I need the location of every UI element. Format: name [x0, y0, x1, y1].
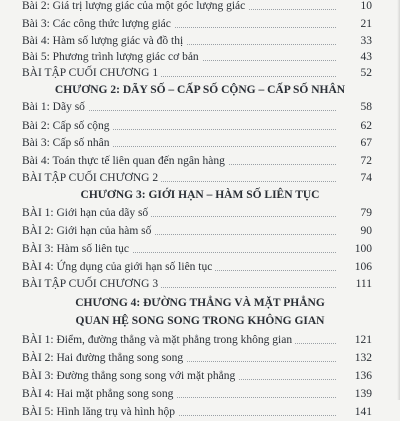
entry-page-number: 106 [337, 258, 372, 276]
entry-page-number: 33 [337, 32, 372, 50]
toc-entry [0, 385, 400, 403]
toc-entry [0, 240, 400, 258]
entry-label: BÀI 3: Đường thẳng song song với mặt phẳng [22, 367, 238, 385]
entry-page-number: 74 [337, 169, 372, 187]
entry-label: Bài 3: Các công thức lượng giác [22, 15, 174, 33]
toc-entry [0, 98, 400, 116]
entry-page-number: 100 [337, 240, 372, 258]
entry-label: Bài 2: Cấp số cộng [22, 117, 113, 135]
entry-label: Bài 3: Cấp số nhân [22, 134, 113, 152]
entry-page-number: 10 [337, 0, 372, 15]
chapter-heading [0, 186, 400, 204]
entry-label: BÀI TẬP CUỐI CHƯƠNG 1 [22, 64, 161, 82]
toc-entry [0, 331, 400, 349]
entry-label: Bài 1: Dãy số [22, 98, 88, 116]
toc-entry [0, 403, 400, 421]
entry-page-number: 139 [337, 385, 372, 403]
toc-entry [0, 275, 400, 293]
entry-page-number: 141 [337, 403, 372, 421]
toc-entry [0, 222, 400, 240]
entry-label: BÀI TẬP CUỐI CHƯƠNG 3 [22, 275, 161, 293]
entry-page-number: 58 [337, 98, 372, 116]
chapter-title: CHƯƠNG 4: ĐƯỜNG THẲNG VÀ MẶT PHẲNG [75, 297, 325, 309]
chapter-title: QUAN HỆ SONG SONG TRONG KHÔNG GIAN [75, 315, 325, 327]
chapter-heading [0, 312, 400, 330]
entry-page-number: 111 [337, 275, 372, 293]
entry-page-number: 121 [337, 331, 372, 349]
toc-entry [0, 117, 400, 135]
entry-label: Bài 4: Hàm số lượng giác và đồ thị [22, 32, 186, 50]
toc-entry [0, 134, 400, 152]
entry-label: BÀI 4: Ứng dụng của giới hạn số liên tục [22, 258, 215, 276]
entry-label: BÀI 2: Giới hạn của hàm số [22, 222, 154, 240]
entry-label: BÀI 3: Hàm số liên tục [22, 240, 132, 258]
toc-entry [0, 152, 400, 170]
toc-entry [0, 169, 400, 187]
entry-page-number: 132 [337, 349, 372, 367]
toc-entry [0, 204, 400, 222]
entry-page-number: 67 [337, 134, 372, 152]
toc-entry [0, 15, 400, 33]
entry-label: BÀI 5: Hình lăng trụ và hình hộp [22, 403, 178, 421]
chapter-title: CHƯƠNG 2: DÃY SỐ – CẤP SỐ CỘNG – CẤP SỐ NHÂN [54, 84, 346, 96]
entry-page-number: 62 [337, 117, 372, 135]
toc-entry [0, 0, 400, 15]
entry-label: BÀI TẬP CUỐI CHƯƠNG 2 [22, 169, 161, 187]
entry-page-number: 90 [337, 222, 372, 240]
entry-page-number: 79 [337, 204, 372, 222]
entry-label: BÀI 1: Điểm, đường thẳng và mặt phẳng trong không gian [22, 331, 295, 349]
toc-entry [0, 349, 400, 367]
entry-page-number: 21 [337, 15, 372, 33]
toc-entry [0, 367, 400, 385]
entry-page-number: 43 [337, 48, 372, 66]
chapter-title: CHƯƠNG 3: GIỚI HẠN – HÀM SỐ LIÊN TỤC [80, 189, 320, 201]
entry-label: Bài 4: Toán thực tế liên quan đến ngân hàng [22, 152, 228, 170]
toc-entry [0, 258, 400, 276]
toc-entry [0, 64, 400, 82]
chapter-heading [0, 294, 400, 312]
entry-label: Bài 5: Phương trình lượng giác cơ bản [22, 48, 202, 66]
entry-page-number: 136 [337, 367, 372, 385]
entry-label: BÀI 1: Giới hạn của dãy số [22, 204, 151, 222]
entry-label: BÀI 4: Hai mặt phẳng song song [22, 385, 176, 403]
entry-page-number: 72 [337, 152, 372, 170]
entry-page-number: 52 [337, 64, 372, 82]
entry-label: BÀI 2: Hai đường thẳng song song [22, 349, 186, 367]
entry-label: Bài 2: Giá trị lượng giác của một góc lượng giác [22, 0, 248, 15]
chapter-heading [0, 81, 400, 99]
